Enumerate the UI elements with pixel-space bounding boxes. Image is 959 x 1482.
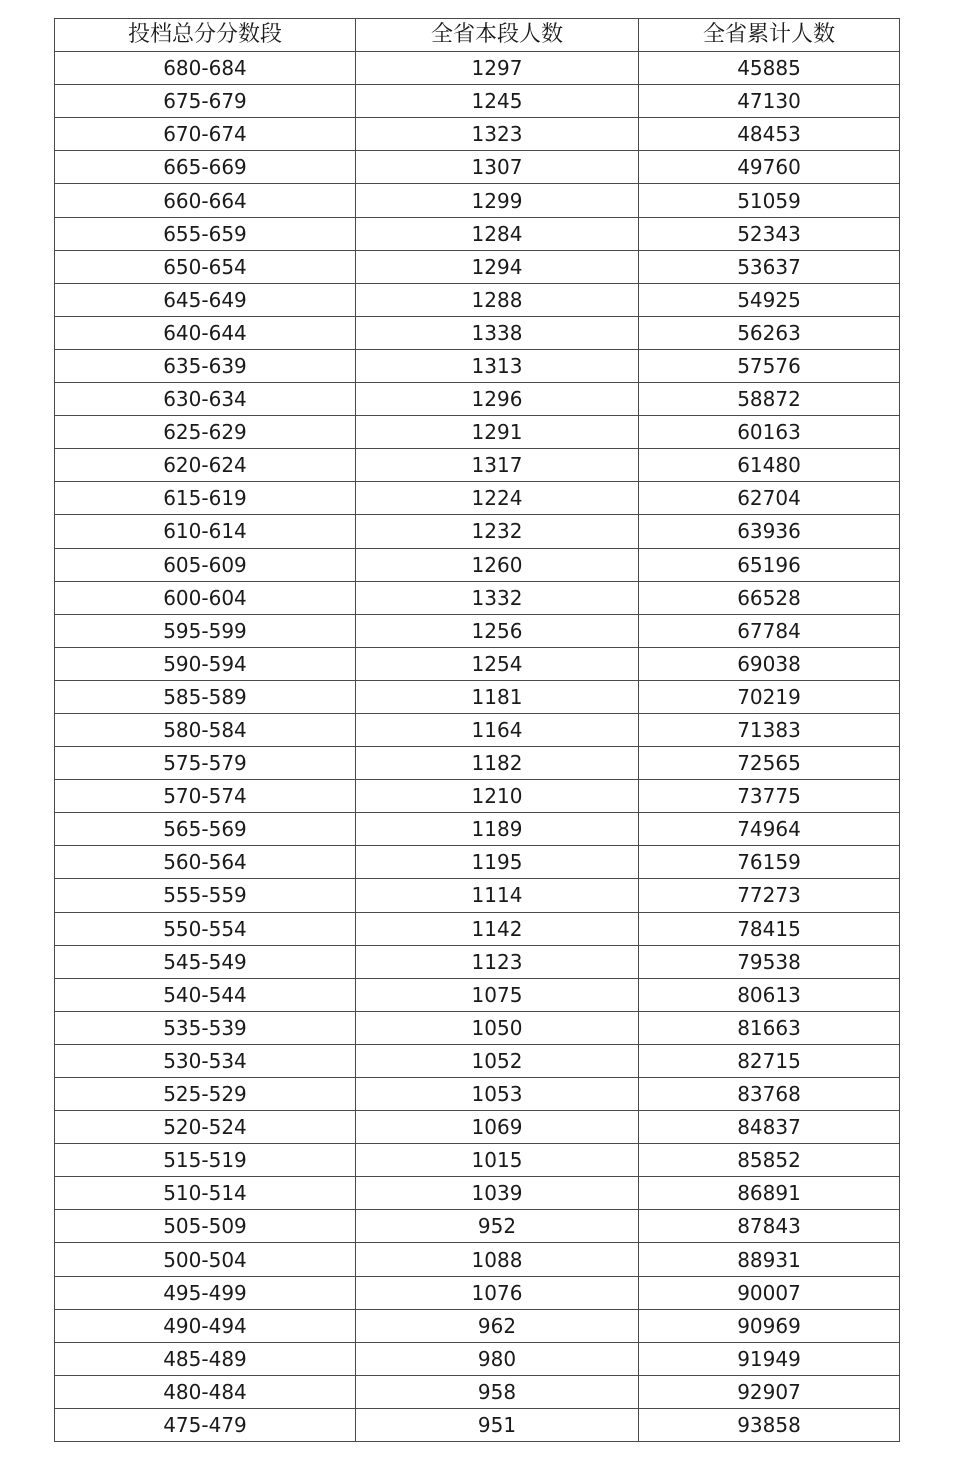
segment-count-cell: 1069 xyxy=(356,1111,639,1144)
table-row xyxy=(55,1011,900,1044)
segment-count-cell: 1317 xyxy=(356,449,639,482)
score-range-cell: 510-514 xyxy=(55,1177,356,1210)
table-row xyxy=(55,449,900,482)
cumulative-count-cell: 66528 xyxy=(639,581,900,614)
table-row xyxy=(55,1177,900,1210)
score-range-cell: 630-634 xyxy=(55,383,356,416)
score-range-cell: 505-509 xyxy=(55,1210,356,1243)
score-range-cell: 520-524 xyxy=(55,1111,356,1144)
table-row xyxy=(55,1342,900,1375)
score-range-cell: 490-494 xyxy=(55,1309,356,1342)
score-range-cell: 485-489 xyxy=(55,1342,356,1375)
table-row xyxy=(55,1309,900,1342)
segment-count-cell: 1323 xyxy=(356,118,639,151)
table-row xyxy=(55,184,900,217)
table-row xyxy=(55,879,900,912)
cumulative-count-cell: 62704 xyxy=(639,482,900,515)
segment-count-cell: 1114 xyxy=(356,879,639,912)
cumulative-count-cell: 87843 xyxy=(639,1210,900,1243)
table-row xyxy=(55,548,900,581)
score-range-cell: 640-644 xyxy=(55,316,356,349)
cumulative-count-cell: 49760 xyxy=(639,151,900,184)
segment-count-cell: 1338 xyxy=(356,316,639,349)
cumulative-count-cell: 61480 xyxy=(639,449,900,482)
table-row xyxy=(55,151,900,184)
score-range-cell: 530-534 xyxy=(55,1044,356,1077)
table-row xyxy=(55,515,900,548)
segment-count-cell: 1284 xyxy=(356,217,639,250)
table-row xyxy=(55,945,900,978)
cumulative-count-cell: 51059 xyxy=(639,184,900,217)
score-range-cell: 595-599 xyxy=(55,614,356,647)
cumulative-count-cell: 72565 xyxy=(639,747,900,780)
table-row xyxy=(55,118,900,151)
cumulative-count-cell: 65196 xyxy=(639,548,900,581)
score-range-cell: 495-499 xyxy=(55,1276,356,1309)
table-row xyxy=(55,1243,900,1276)
score-range-cell: 670-674 xyxy=(55,118,356,151)
table-row xyxy=(55,780,900,813)
segment-count-cell: 1224 xyxy=(356,482,639,515)
table-row xyxy=(55,1375,900,1408)
cumulative-count-cell: 54925 xyxy=(639,283,900,316)
segment-count-cell: 1053 xyxy=(356,1078,639,1111)
segment-count-cell: 958 xyxy=(356,1375,639,1408)
segment-count-cell: 980 xyxy=(356,1342,639,1375)
table-body xyxy=(55,52,900,1442)
table-row xyxy=(55,647,900,680)
segment-count-cell: 1291 xyxy=(356,416,639,449)
cumulative-count-cell: 70219 xyxy=(639,680,900,713)
cumulative-count-cell: 58872 xyxy=(639,383,900,416)
table-row xyxy=(55,1044,900,1077)
segment-count-cell: 1189 xyxy=(356,813,639,846)
cumulative-count-cell: 67784 xyxy=(639,614,900,647)
segment-count-cell: 1332 xyxy=(356,581,639,614)
score-range-cell: 650-654 xyxy=(55,250,356,283)
score-range-cell: 615-619 xyxy=(55,482,356,515)
cumulative-count-cell: 60163 xyxy=(639,416,900,449)
cumulative-count-cell: 47130 xyxy=(639,85,900,118)
cumulative-count-cell: 48453 xyxy=(639,118,900,151)
segment-count-cell: 1245 xyxy=(356,85,639,118)
score-range-cell: 585-589 xyxy=(55,680,356,713)
segment-count-cell: 1181 xyxy=(356,680,639,713)
cumulative-count-cell: 74964 xyxy=(639,813,900,846)
table-row xyxy=(55,912,900,945)
table-row xyxy=(55,747,900,780)
cumulative-count-cell: 73775 xyxy=(639,780,900,813)
cumulative-count-cell: 52343 xyxy=(639,217,900,250)
score-range-cell: 645-649 xyxy=(55,283,356,316)
cumulative-count-cell: 85852 xyxy=(639,1144,900,1177)
header-row xyxy=(55,19,900,52)
score-range-cell: 475-479 xyxy=(55,1408,356,1441)
cumulative-count-cell: 53637 xyxy=(639,250,900,283)
cumulative-count-cell: 57576 xyxy=(639,349,900,382)
segment-count-cell: 1088 xyxy=(356,1243,639,1276)
segment-count-cell: 1164 xyxy=(356,713,639,746)
table-row xyxy=(55,383,900,416)
score-range-cell: 560-564 xyxy=(55,846,356,879)
cumulative-count-cell: 77273 xyxy=(639,879,900,912)
cumulative-count-cell: 90969 xyxy=(639,1309,900,1342)
cumulative-count-cell: 76159 xyxy=(639,846,900,879)
score-distribution-table xyxy=(54,18,900,1442)
score-range-cell: 590-594 xyxy=(55,647,356,680)
table-row xyxy=(55,52,900,85)
score-range-cell: 500-504 xyxy=(55,1243,356,1276)
cumulative-count-cell: 92907 xyxy=(639,1375,900,1408)
header-segment-count: 全省本段人数 xyxy=(356,19,639,52)
score-range-cell: 625-629 xyxy=(55,416,356,449)
segment-count-cell: 1075 xyxy=(356,978,639,1011)
score-range-cell: 660-664 xyxy=(55,184,356,217)
segment-count-cell: 1039 xyxy=(356,1177,639,1210)
table-row xyxy=(55,713,900,746)
table-row xyxy=(55,581,900,614)
segment-count-cell: 1288 xyxy=(356,283,639,316)
cumulative-count-cell: 56263 xyxy=(639,316,900,349)
score-range-cell: 620-624 xyxy=(55,449,356,482)
table-row xyxy=(55,1144,900,1177)
segment-count-cell: 1050 xyxy=(356,1011,639,1044)
score-range-cell: 535-539 xyxy=(55,1011,356,1044)
segment-count-cell: 1297 xyxy=(356,52,639,85)
segment-count-cell: 1232 xyxy=(356,515,639,548)
cumulative-count-cell: 82715 xyxy=(639,1044,900,1077)
cumulative-count-cell: 86891 xyxy=(639,1177,900,1210)
segment-count-cell: 1256 xyxy=(356,614,639,647)
segment-count-cell: 1260 xyxy=(356,548,639,581)
segment-count-cell: 1052 xyxy=(356,1044,639,1077)
segment-count-cell: 951 xyxy=(356,1408,639,1441)
score-range-cell: 635-639 xyxy=(55,349,356,382)
table-row xyxy=(55,482,900,515)
segment-count-cell: 1076 xyxy=(356,1276,639,1309)
segment-count-cell: 1015 xyxy=(356,1144,639,1177)
score-range-cell: 565-569 xyxy=(55,813,356,846)
table-row xyxy=(55,217,900,250)
segment-count-cell: 1299 xyxy=(356,184,639,217)
table-row xyxy=(55,250,900,283)
table-row xyxy=(55,1111,900,1144)
table-row xyxy=(55,614,900,647)
score-range-cell: 545-549 xyxy=(55,945,356,978)
segment-count-cell: 1254 xyxy=(356,647,639,680)
table-row xyxy=(55,316,900,349)
segment-count-cell: 1123 xyxy=(356,945,639,978)
score-range-cell: 600-604 xyxy=(55,581,356,614)
score-range-cell: 480-484 xyxy=(55,1375,356,1408)
table-row xyxy=(55,349,900,382)
cumulative-count-cell: 71383 xyxy=(639,713,900,746)
score-range-cell: 610-614 xyxy=(55,515,356,548)
cumulative-count-cell: 45885 xyxy=(639,52,900,85)
score-range-cell: 575-579 xyxy=(55,747,356,780)
cumulative-count-cell: 88931 xyxy=(639,1243,900,1276)
score-range-cell: 580-584 xyxy=(55,713,356,746)
segment-count-cell: 1142 xyxy=(356,912,639,945)
score-range-cell: 680-684 xyxy=(55,52,356,85)
cumulative-count-cell: 91949 xyxy=(639,1342,900,1375)
table-row xyxy=(55,283,900,316)
header-score-range: 投档总分分数段 xyxy=(55,19,356,52)
cumulative-count-cell: 63936 xyxy=(639,515,900,548)
segment-count-cell: 1313 xyxy=(356,349,639,382)
table-row xyxy=(55,978,900,1011)
cumulative-count-cell: 79538 xyxy=(639,945,900,978)
score-range-cell: 655-659 xyxy=(55,217,356,250)
score-range-cell: 605-609 xyxy=(55,548,356,581)
cumulative-count-cell: 84837 xyxy=(639,1111,900,1144)
cumulative-count-cell: 81663 xyxy=(639,1011,900,1044)
table-row xyxy=(55,1408,900,1441)
cumulative-count-cell: 90007 xyxy=(639,1276,900,1309)
header-cumulative-count: 全省累计人数 xyxy=(639,19,900,52)
score-range-cell: 525-529 xyxy=(55,1078,356,1111)
segment-count-cell: 952 xyxy=(356,1210,639,1243)
score-range-cell: 550-554 xyxy=(55,912,356,945)
score-range-cell: 675-679 xyxy=(55,85,356,118)
table-row xyxy=(55,680,900,713)
table-row xyxy=(55,1210,900,1243)
score-range-cell: 570-574 xyxy=(55,780,356,813)
score-range-cell: 515-519 xyxy=(55,1144,356,1177)
segment-count-cell: 1210 xyxy=(356,780,639,813)
table-row xyxy=(55,85,900,118)
table-row xyxy=(55,1078,900,1111)
table-row xyxy=(55,1276,900,1309)
cumulative-count-cell: 93858 xyxy=(639,1408,900,1441)
cumulative-count-cell: 80613 xyxy=(639,978,900,1011)
segment-count-cell: 1307 xyxy=(356,151,639,184)
score-range-cell: 665-669 xyxy=(55,151,356,184)
segment-count-cell: 962 xyxy=(356,1309,639,1342)
segment-count-cell: 1182 xyxy=(356,747,639,780)
score-range-cell: 555-559 xyxy=(55,879,356,912)
table-row xyxy=(55,846,900,879)
cumulative-count-cell: 69038 xyxy=(639,647,900,680)
cumulative-count-cell: 78415 xyxy=(639,912,900,945)
table-row xyxy=(55,416,900,449)
table-row xyxy=(55,813,900,846)
segment-count-cell: 1296 xyxy=(356,383,639,416)
score-range-cell: 540-544 xyxy=(55,978,356,1011)
segment-count-cell: 1195 xyxy=(356,846,639,879)
segment-count-cell: 1294 xyxy=(356,250,639,283)
cumulative-count-cell: 83768 xyxy=(639,1078,900,1111)
